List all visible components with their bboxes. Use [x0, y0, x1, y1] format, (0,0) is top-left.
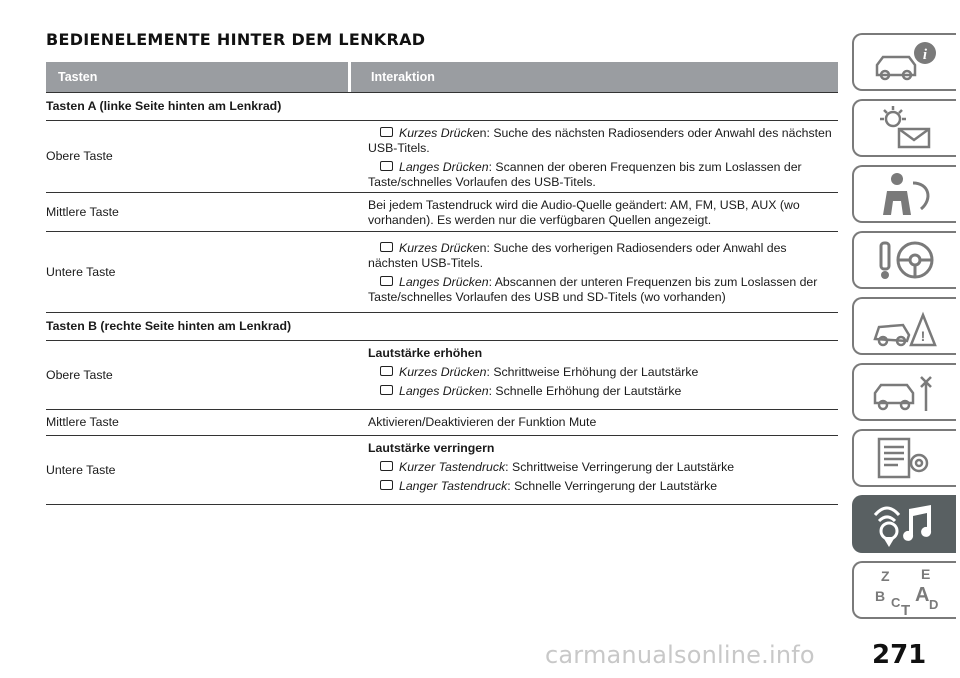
row-key: Obere Taste — [46, 149, 113, 163]
list-item: Langer Tastendruck: Schnelle Verringerung der Lautstärke — [368, 479, 838, 494]
multimedia-icon[interactable] — [852, 495, 956, 553]
index-letter: T — [901, 602, 911, 615]
row-value — [368, 436, 838, 504]
list-item: Kurzes Drücken: Schrittweise Erhöhung der Lautstärke — [368, 365, 838, 380]
table-row — [46, 231, 838, 312]
row-key: Untere Taste — [46, 462, 116, 477]
table-row — [46, 192, 838, 231]
row-value — [368, 193, 838, 231]
index-letter: A — [915, 584, 930, 606]
section-a-heading: Tasten A (linke Seite hinten am Lenkrad) — [46, 92, 838, 120]
specifications-icon[interactable] — [852, 429, 956, 487]
row-key: Mittlere Taste — [46, 415, 119, 429]
list-item: Kurzer Tastendruck: Schrittweise Verringerung der Lautstärke — [368, 460, 838, 475]
index-letter: Z — [881, 568, 890, 584]
row-value — [368, 121, 838, 192]
index-letter: C — [891, 595, 901, 610]
index-letters-icon[interactable] — [852, 561, 956, 619]
list-item: Langes Drücken: Schnelle Erhöhung der Lautstärke — [368, 384, 838, 399]
row-key: Mittlere Taste — [46, 204, 119, 219]
table-row — [46, 120, 838, 192]
svg-text:!: ! — [920, 328, 926, 344]
row-value — [368, 341, 838, 409]
table-bottom-rule — [46, 504, 838, 505]
controls-table — [46, 62, 838, 505]
page-number: 271 — [872, 640, 927, 670]
warning-lights-icon[interactable] — [852, 99, 956, 157]
car-maintenance-icon[interactable] — [852, 363, 956, 421]
svg-text:i: i — [922, 47, 928, 63]
row-value — [368, 410, 838, 435]
index-letter: D — [929, 597, 939, 612]
index-letter: B — [875, 588, 886, 604]
car-info-icon[interactable] — [852, 33, 956, 91]
steering-wheel-key-icon[interactable] — [852, 231, 956, 289]
page-title: BEDIENELEMENTE HINTER DEM LENKRAD — [46, 30, 426, 49]
list-item: Kurzes Drücken: Suche des vorherigen Radiosenders oder Anwahl des nächsten USB-Titels. — [368, 241, 838, 271]
seatbelt-airbag-icon[interactable] — [852, 165, 956, 223]
list-item: Langes Drücken: Abscannen der unteren Frequenzen bis zum Loslassen der Taste/schnelles Vorlaufen des USB und SD-Titels (wo vorhanden) — [368, 275, 838, 305]
row-subheading: Lautstärke erhöhen — [368, 346, 483, 360]
row-key: Obere Taste — [46, 367, 113, 382]
section-b-heading: Tasten B (rechte Seite hinten am Lenkrad) — [46, 312, 838, 340]
chapter-sidebar — [852, 33, 960, 627]
row-value — [368, 232, 838, 312]
breakdown-icon[interactable] — [852, 297, 956, 355]
table-row — [46, 435, 838, 504]
row-text: Bei jedem Tastendruck wird die Audio-Quelle geändert: AM, FM, USB, AUX (wo vorhanden). Es werden nur die verfügbaren Quellen angezeigt. — [368, 198, 800, 227]
row-text: Aktivieren/Deaktivieren der Funktion Mute — [368, 415, 597, 429]
header-interaktion: Interaktion — [351, 62, 838, 92]
row-subheading: Lautstärke verringern — [368, 441, 495, 455]
row-key: Untere Taste — [46, 264, 116, 279]
index-letter: E — [921, 566, 931, 582]
table-row — [46, 340, 838, 409]
table-header — [46, 62, 838, 92]
table-row — [46, 409, 838, 435]
list-item: Kurzes Drücken: Suche des nächsten Radiosenders oder Anwahl des nächsten USB-Titels. — [368, 126, 838, 156]
header-tasten: Tasten — [46, 62, 348, 92]
list-item: Langes Drücken: Scannen der oberen Frequenzen bis zum Loslassen der Taste/schnelles Vorlaufen des USB-Titels. — [368, 160, 838, 190]
watermark: carmanualsonline.info — [545, 641, 815, 669]
